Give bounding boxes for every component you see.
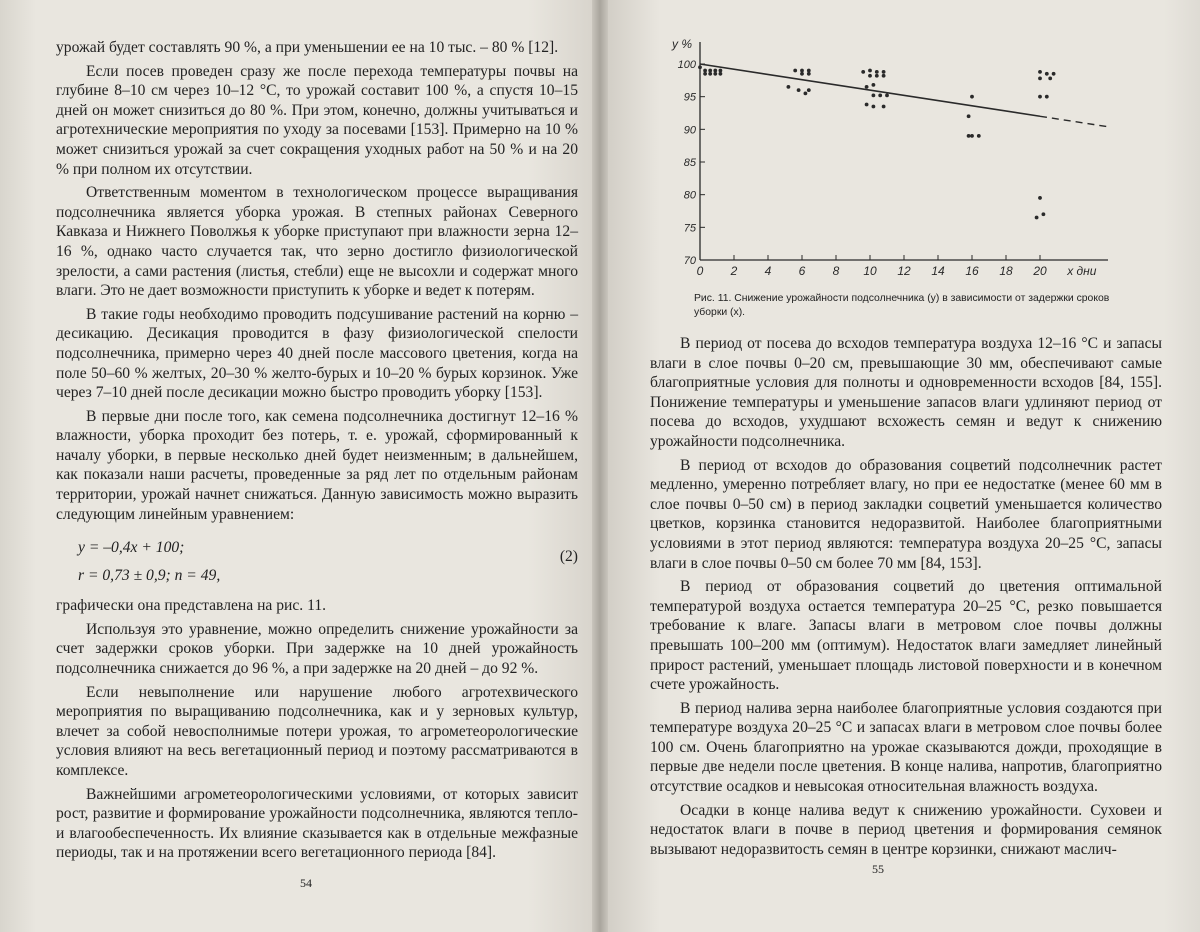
x-tick-label: 0 bbox=[696, 264, 704, 278]
data-point bbox=[1052, 72, 1056, 76]
data-point bbox=[967, 114, 971, 118]
data-point bbox=[967, 134, 971, 138]
paragraph: Ответственным моментом в технологическом процессе выращивания подсолнечника является уборка урожая. В степных районах Северного Кавказа и Нижнего Поволжья к уборке приступают при влажности зерна 12–16 %, однако часто случается так, что зерно достигло физиологической зрелости, а сами растения (листья, стебли) еще не высохли и содержат много влаги. Это не дает возможности приступить к уборке и ведет к потерям. bbox=[56, 184, 578, 300]
regression-dashed bbox=[1040, 116, 1108, 126]
data-point bbox=[882, 105, 886, 109]
x-tick-label: 4 bbox=[764, 264, 772, 278]
data-point bbox=[1038, 196, 1042, 200]
data-point bbox=[787, 85, 791, 89]
data-point bbox=[804, 92, 808, 96]
data-point bbox=[703, 69, 707, 73]
x-tick-label: 8 bbox=[832, 264, 840, 278]
data-point bbox=[970, 95, 974, 99]
chart-axes bbox=[671, 37, 1108, 278]
paragraph: В такие годы необходимо проводить подсушивание растений на корню – десикацию. Десикация проводится в фазу физиологической спелости подсолнечника, примерно через 40 дней после массового цветения, когда на поле 50–60 % желтых, 20–30 % желто-бурых и 10–20 % бурых корзинок. Уже через 7–10 дней после десикации можно быстро проводить уборку [153]. bbox=[56, 305, 578, 402]
data-point bbox=[878, 93, 882, 97]
x-tick-label: 12 bbox=[897, 264, 911, 278]
x-tick-label: 10 bbox=[863, 264, 877, 278]
y-tick-label: 95 bbox=[683, 91, 696, 104]
data-point bbox=[800, 72, 804, 76]
y-tick-label: 70 bbox=[683, 255, 696, 267]
x-tick-label: 14 bbox=[931, 264, 945, 278]
x-tick-label: 20 bbox=[1033, 264, 1047, 278]
paragraph: В период от посева до всходов температура воздуха 12–16 °С и запасы влаги в слое почвы 0–20 см, превышающие 30 мм, обеспечивают самые благоприятные условия для полноты и одновременности всходов [84, 155]. Понижение температуры и уменьшение запасов влаги удлиняют период от посева до всходов, ухудшают всхожесть семян и ведут к снижению урожайности подсолнечника. bbox=[650, 335, 1162, 450]
data-point bbox=[868, 74, 872, 78]
data-point bbox=[708, 72, 712, 76]
y-tick-label: 75 bbox=[683, 222, 696, 235]
x-axis-label: x дни bbox=[1067, 264, 1097, 278]
x-tick-label: 2 bbox=[730, 264, 738, 278]
data-point bbox=[1035, 216, 1039, 220]
data-point bbox=[885, 93, 889, 97]
data-point bbox=[1045, 95, 1049, 99]
data-point bbox=[875, 74, 879, 78]
paragraph: Важнейшими агрометеорологическими условиями, от которых зависит рост, развитие и формирование урожайности подсолнечника, являются тепло- и влагообеспеченность. Их влияние сказывается как в отдельные межфазные периоды, так и на протяжении всего вегетационного периода [84]. bbox=[56, 785, 578, 862]
data-point bbox=[1042, 212, 1046, 216]
page-number: 55 bbox=[872, 862, 884, 876]
paragraph: В первые дни после того, как семена подсолнечника достигнут 12–16 % влажности, уборка проходит без потерь, т. е. урожай, сформированный к началу уборки, в первые несколько дней будет неизменным; в дальнейшем, как показали наши расчеты, проведенные за ряд лет по отдельным районам территории, урожай начнет снижаться. Данную зависимость можно выразить следующим линейным уравнением: bbox=[56, 407, 578, 523]
paragraph: Если невыполнение или нарушение любого агротехвического мероприятия по выращиванию подсолнечника, как и у зерновых культур, влечет за собой невосполнимые потери урожая, то агрометеорологические условия влияют на весь вегетационный период и поэтому рассматриваются в комплексе. bbox=[56, 683, 578, 779]
data-point bbox=[1048, 76, 1052, 80]
data-point bbox=[872, 83, 876, 87]
paragraph: В период налива зерна наиболее благоприятные условия создаются при температуре воздуха 20–25 °С и запасах влаги в метровом слое почвы более 100 см. Очень благоприятно на урожае сказываются дожди, проходящие в первые две недели после цветения. В конце налива, напротив, благоприятно отсутствие осадков и невысокая относительная влажность воздуха. bbox=[650, 699, 1162, 796]
yield-chart bbox=[660, 34, 1120, 284]
y-axis-label: y % bbox=[672, 37, 693, 51]
data-point bbox=[1038, 70, 1042, 74]
data-point bbox=[882, 74, 886, 78]
data-point bbox=[713, 69, 717, 73]
data-point bbox=[970, 134, 974, 138]
data-point bbox=[793, 69, 797, 73]
data-point bbox=[807, 72, 811, 76]
left-page-text bbox=[56, 38, 578, 863]
chart-ticks bbox=[678, 59, 1047, 278]
data-point bbox=[1045, 72, 1049, 76]
data-point bbox=[977, 134, 981, 138]
data-points bbox=[698, 65, 1055, 219]
book-gutter bbox=[592, 0, 608, 932]
equation-stats: r = 0,73 ± 0,9; n = 49, bbox=[78, 567, 221, 585]
data-point bbox=[807, 69, 811, 73]
x-tick-label: 16 bbox=[965, 264, 979, 278]
equation-line: y = –0,4x + 100; bbox=[78, 539, 185, 557]
y-tick-label: 80 bbox=[683, 189, 696, 202]
data-point bbox=[713, 72, 717, 76]
x-tick-label: 18 bbox=[999, 264, 1013, 278]
paragraph: урожай будет составлять 90 %, а при уменьшении ее на 10 тыс. – 80 % [12]. bbox=[56, 39, 559, 56]
paragraph: Если посев проведен сразу же после перехода температуры почвы на глубине 8–10 см через 10–12 °С, то урожай составит 100 %, а спустя 10–15 дней он может снизиться до 80 %. При этом, конечно, должны учитываться и агротехнические мероприятия по уходу за посевами [153]. Примерно на 10 % может снизиться урожай за счет сокращения уходных работ на 50 % и на 20 % при полном их отсутствии. bbox=[56, 62, 578, 178]
data-point bbox=[1038, 95, 1042, 99]
data-point bbox=[865, 85, 869, 89]
data-point bbox=[865, 103, 869, 107]
data-point bbox=[703, 72, 707, 76]
x-tick-label: 6 bbox=[798, 264, 806, 278]
data-point bbox=[719, 69, 723, 73]
figure-11 bbox=[660, 34, 1120, 284]
figure-caption: Рис. 11. Снижение урожайности подсолнечника (y) в зависимости от задержки сроков уборки (x). bbox=[694, 293, 1110, 318]
y-tick-label: 100 bbox=[677, 59, 696, 71]
paragraph: графически она представлена на рис. 11. bbox=[56, 597, 327, 615]
paragraph: Используя это уравнение, можно определить снижение урожайности за счет задержки сроков уборки. При задержке на 10 дней урожайность подсолнечника снижается до 96 %, а при задержке на 20 дней – до 92 %. bbox=[56, 620, 578, 678]
y-tick-label: 85 bbox=[683, 157, 696, 169]
data-point bbox=[708, 69, 712, 73]
data-point bbox=[872, 93, 876, 97]
data-point bbox=[882, 70, 886, 74]
page-number: 54 bbox=[300, 876, 312, 890]
data-point bbox=[698, 65, 702, 69]
paragraph: Осадки в конце налива ведут к снижению урожайности. Суховеи и недостаток влаги в почве в период цветения и формирования семянок вызывают недоразвитость семян в центре корзинки, снижают маслич- bbox=[650, 801, 1162, 858]
data-point bbox=[868, 69, 872, 73]
data-point bbox=[875, 70, 879, 74]
y-tick-label: 90 bbox=[683, 124, 696, 137]
equation-block bbox=[78, 534, 578, 590]
data-point bbox=[1038, 76, 1042, 80]
data-point bbox=[800, 69, 804, 73]
data-point bbox=[807, 88, 811, 92]
data-point bbox=[861, 70, 865, 74]
data-point bbox=[719, 72, 723, 76]
data-point bbox=[872, 105, 876, 109]
paragraph: В период от всходов до образования соцветий подсолнечник растет медленно, умеренно потребляет влагу, но при ее недостатке (менее 60 мм в слое почвы 0–50 см) в период закладки соцветий уменьшается количество цветков, корзинка становится недоразвитой. Наиболее благоприятными условиями в этот период являются: температура воздуха 20–25 °С, запасы влаги в слое почвы 0–50 см более 70 мм [84, 153]. bbox=[650, 456, 1162, 572]
paragraph: В период от образования соцветий до цветения оптимальной температурой воздуха остается температура 20–25 °С, резко повышается требование к влаге. Запасы влаги в метровом слое почвы должны превышать 100–200 мм (оптимум). Недостаток влаги замедляет линейный прирост растений, уменьшает площадь листовой поверхности и в конечном счете урожайность. bbox=[650, 578, 1162, 694]
right-page-text bbox=[650, 334, 1162, 859]
equation-number: (2) bbox=[559, 548, 578, 566]
right-page bbox=[600, 0, 1200, 932]
data-point bbox=[797, 88, 801, 92]
